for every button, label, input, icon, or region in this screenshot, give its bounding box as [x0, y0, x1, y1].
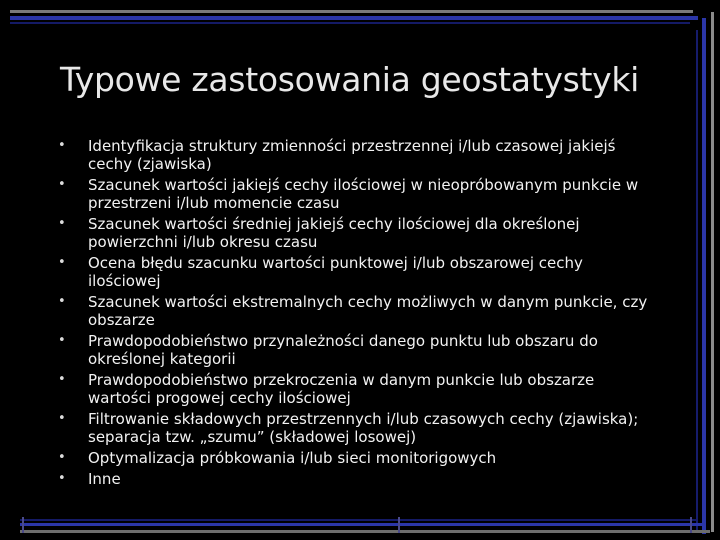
frame-top-gray-line	[10, 10, 693, 13]
frame-top-blue-line	[10, 16, 698, 20]
bullet-text: Szacunek wartości jakiejś cechy ilościowej w nieopróbowanym punkcie w przestrzeni i/lub momencie czasu	[88, 176, 639, 212]
bullet-icon: •	[58, 138, 66, 153]
bullet-item	[58, 254, 658, 290]
bullet-icon: •	[58, 411, 66, 426]
bullet-text: Filtrowanie składowych przestrzennych i/lub czasowych cechy (zjawiska); separacja tzw. „szumu” (składowej losowej)	[88, 410, 639, 446]
frame-top-thin-line	[10, 22, 690, 24]
frame-right-gray-line	[711, 12, 714, 532]
frame-bottom-gray-line	[20, 530, 710, 533]
frame-right-blue-line	[702, 18, 706, 534]
bullet-item	[58, 449, 658, 467]
frame-tick	[398, 517, 400, 533]
frame-bottom-blue-line	[20, 523, 703, 526]
bullet-list	[58, 137, 658, 491]
bullet-text: Prawdopodobieństwo przynależności danego punktu lub obszaru do określonej kategorii	[88, 332, 598, 368]
frame-bottom-thin-line	[20, 519, 696, 521]
bullet-text: Identyfikacja struktury zmienności przestrzennej i/lub czasowej jakiejś cechy (zjawiska)	[88, 137, 616, 173]
bullet-item	[58, 332, 658, 368]
bullet-icon: •	[58, 255, 66, 270]
bullet-icon: •	[58, 177, 66, 192]
bullet-text: Szacunek wartości średniej jakiejś cechy ilościowej dla określonej powierzchni i/lub okresu czasu	[88, 215, 580, 251]
bullet-icon: •	[58, 372, 66, 387]
bullet-item	[58, 137, 658, 173]
bullet-text: Prawdopodobieństwo przekroczenia w danym punkcie lub obszarze wartości progowej cechy ilościowej	[88, 371, 595, 407]
bullet-icon: •	[58, 294, 66, 309]
bullet-text: Inne	[88, 470, 121, 488]
bullet-item	[58, 215, 658, 251]
frame-right-thin-line	[696, 30, 698, 530]
bullet-icon: •	[58, 216, 66, 231]
frame-tick	[690, 517, 692, 533]
frame-tick	[22, 517, 24, 533]
bullet-item	[58, 410, 658, 446]
bullet-item	[58, 293, 658, 329]
bullet-item	[58, 470, 658, 488]
bullet-text: Optymalizacja próbkowania i/lub sieci monitorigowych	[88, 449, 497, 467]
bullet-item	[58, 371, 658, 407]
bullet-text: Ocena błędu szacunku wartości punktowej i/lub obszarowej cechy ilościowej	[88, 254, 583, 290]
bullet-icon: •	[58, 471, 66, 486]
bullet-icon: •	[58, 333, 66, 348]
bullet-item	[58, 176, 658, 212]
slide-title: Typowe zastosowania geostatystyki	[60, 60, 640, 99]
bullet-text: Szacunek wartości ekstremalnych cechy możliwych w danym punkcie, czy obszarze	[88, 293, 648, 329]
bullet-icon: •	[58, 450, 66, 465]
